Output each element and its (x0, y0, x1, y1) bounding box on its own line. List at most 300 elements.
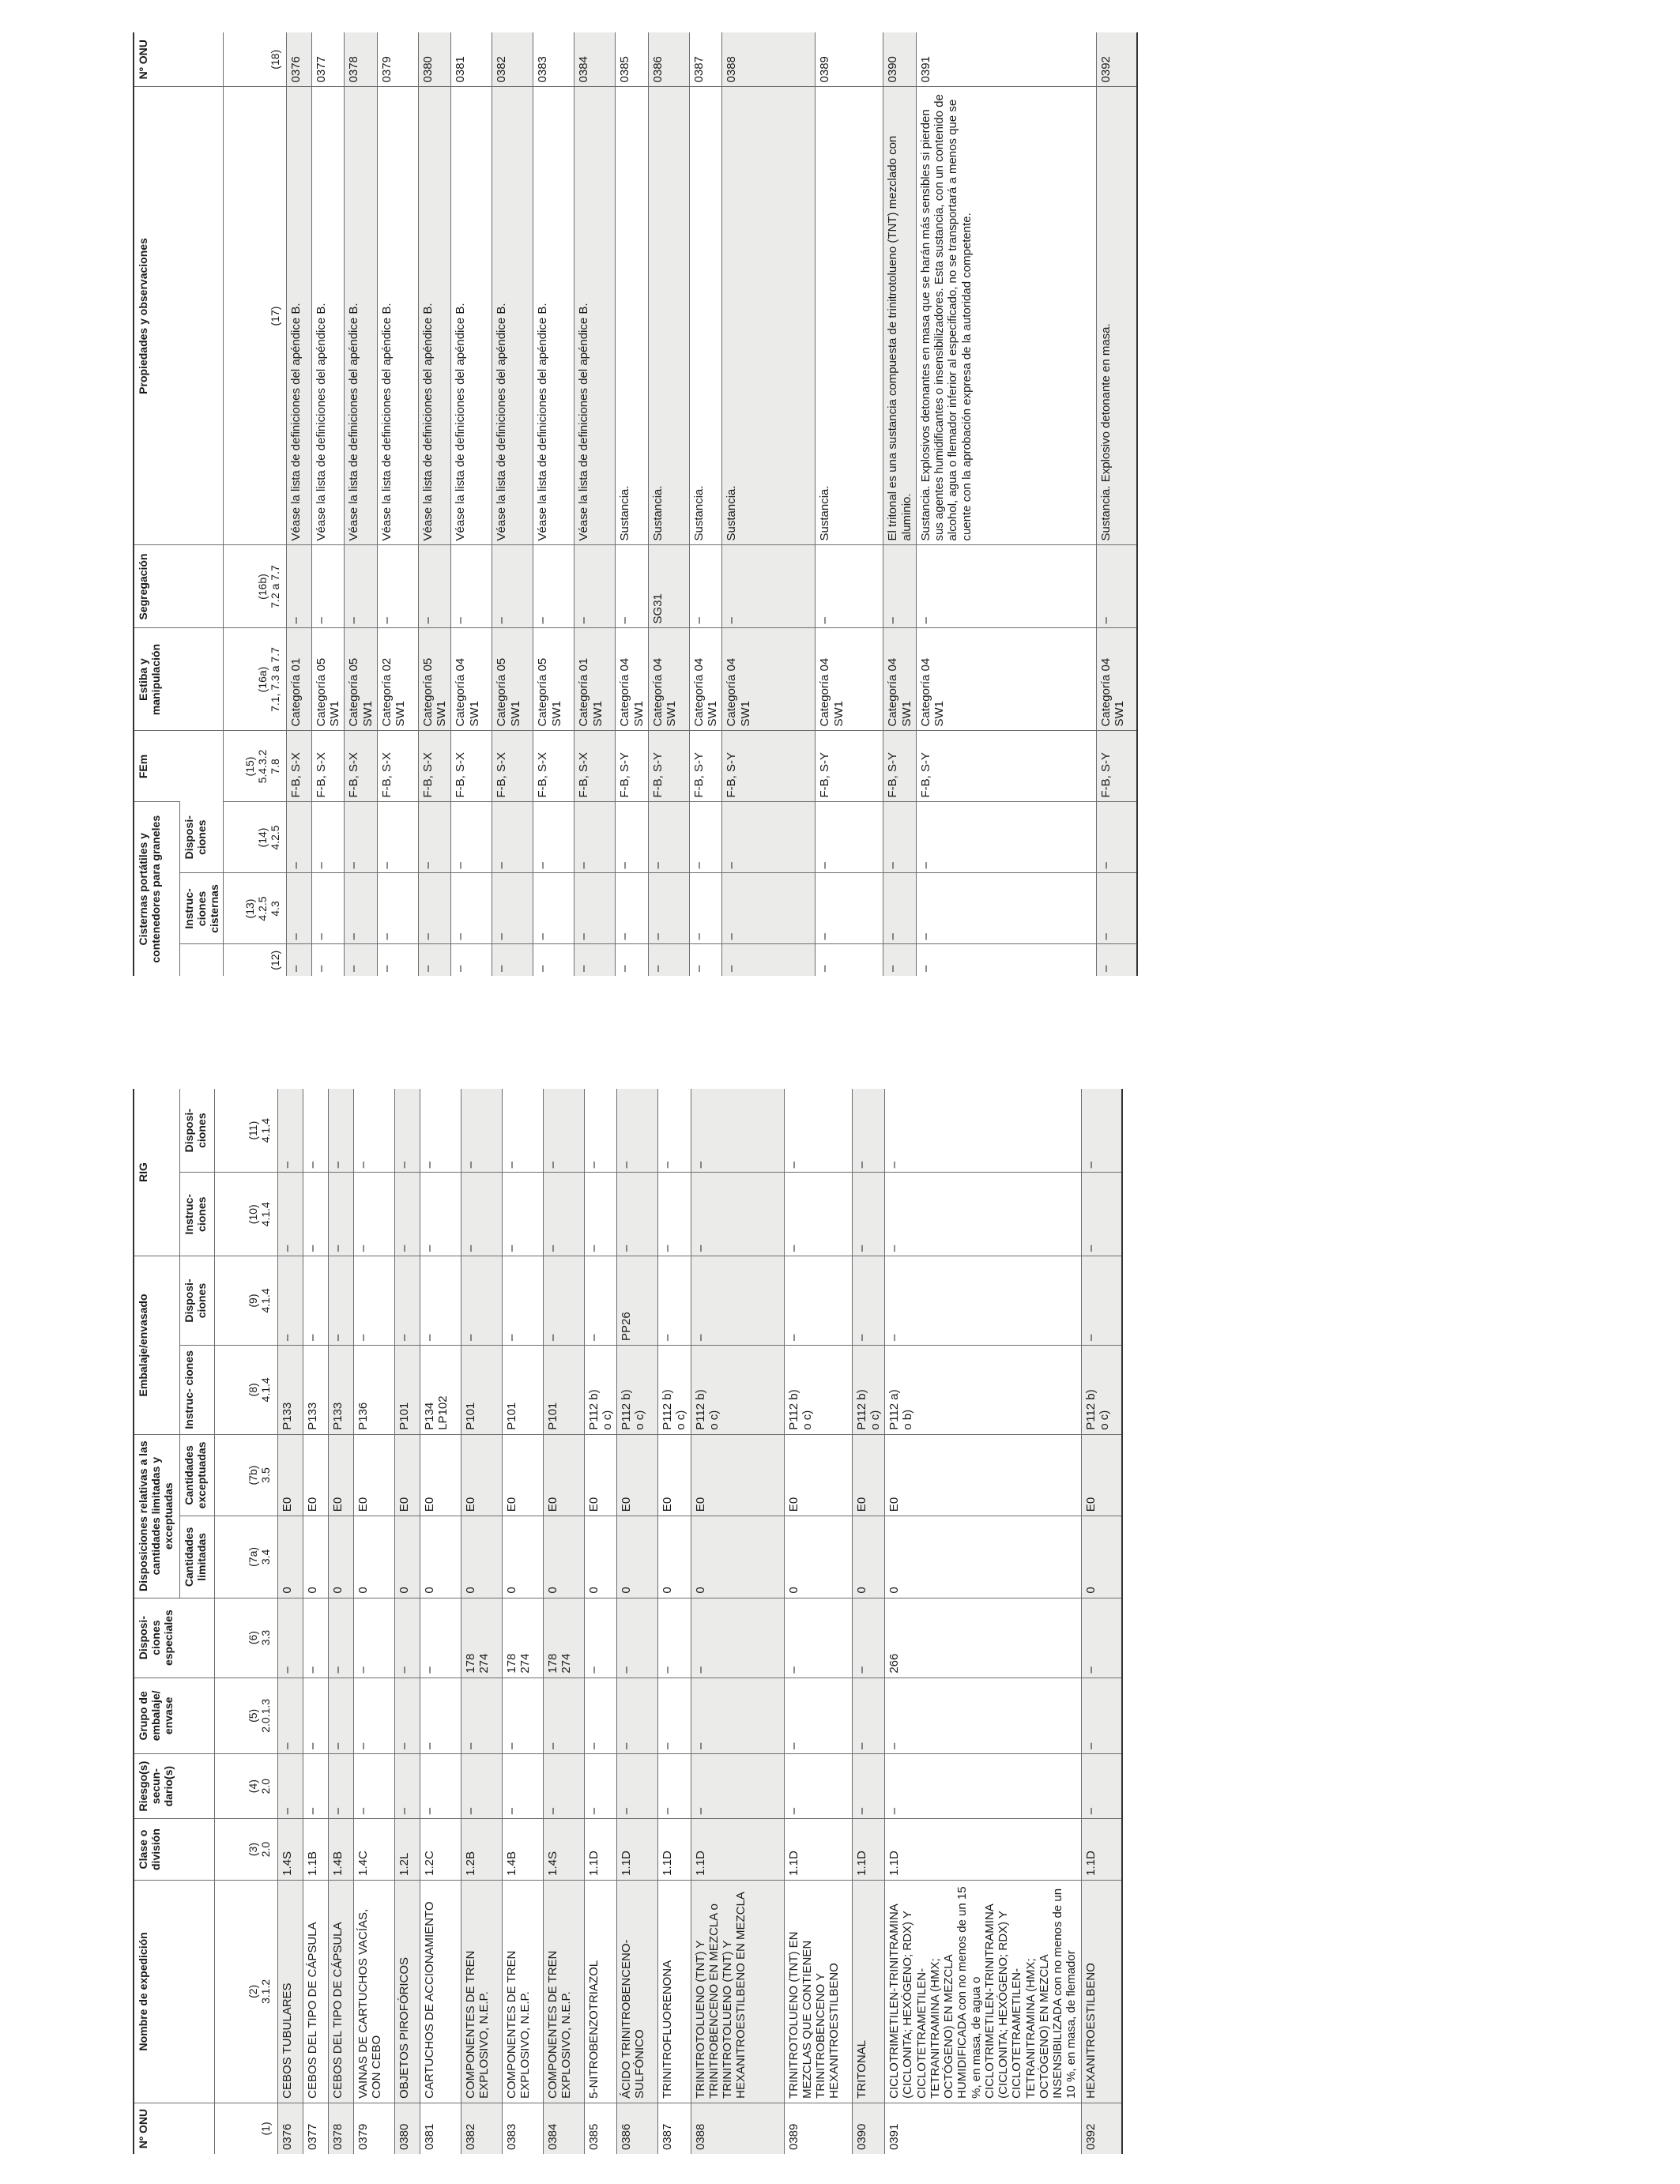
cell-limited-quantity: 0 (328, 1516, 353, 1598)
cell-stowage: Categoría 04 SW1 (1096, 628, 1137, 731)
cell-class: 1.2C (420, 1819, 461, 1881)
cell-tank-instruction: – (574, 873, 616, 944)
cell-packing-instruction: P134 LP102 (420, 1345, 461, 1434)
cell-packing-group: – (461, 1678, 502, 1753)
cell-class: 1.2B (461, 1819, 502, 1881)
cell-ems: F-B, S-Y (648, 731, 689, 802)
cell-un-number: 0381 (451, 32, 492, 87)
cell-tank-instruction: – (916, 873, 1096, 944)
cell-ems: F-B, S-X (533, 731, 574, 802)
cell-tank-instruction: – (533, 873, 574, 944)
cell-special-provisions: – (353, 1598, 394, 1678)
cell-segregation: – (616, 545, 649, 628)
cell-shipping-name: COMPONENTES DE TREN EXPLOSIVO, N.E.P. (543, 1880, 584, 2103)
cell-special-provisions: 178 274 (502, 1598, 543, 1678)
cell-class: 1.1D (617, 1819, 658, 1881)
dangerous-goods-table-right (133, 32, 1138, 976)
cell-packing-instruction: P112 b) o c) (584, 1345, 617, 1434)
cell-subsidiary-risk: – (394, 1754, 420, 1819)
cell-properties: El tritonal es una sustancia compuesta de trinitrotolueno (TNT) mezclado con aluminio. (883, 87, 917, 545)
cell-ibc-instruction: – (852, 1173, 885, 1256)
table-row (286, 32, 311, 976)
cell-ibc-instruction: – (784, 1173, 852, 1256)
cell-ibc-provision: – (691, 1089, 784, 1173)
cell-class: 1.4C (353, 1819, 394, 1881)
colnum-17: (17) (223, 87, 286, 545)
cell-packing-instruction: P133 (303, 1345, 328, 1434)
cell-packing-group: – (852, 1678, 885, 1753)
cell-excepted-quantity: E0 (502, 1434, 543, 1516)
cell-un-number: 0378 (328, 2103, 353, 2154)
header-pack-prov: Disposi- ciones (179, 1256, 214, 1346)
cell-packing-provision: – (420, 1256, 461, 1346)
cell-un-number: 0387 (658, 2103, 691, 2154)
table-row (784, 1089, 852, 2154)
cell-tank-provision: – (533, 802, 574, 873)
cell-packing-instruction: P112 b) o c) (1081, 1345, 1122, 1434)
cell-excepted-quantity: E0 (394, 1434, 420, 1516)
cell-limited-quantity: 0 (658, 1516, 691, 1598)
header-packing-group: Grupo de embalaje/ envase (134, 1678, 214, 1753)
cell-limited-quantity: 0 (691, 1516, 784, 1598)
cell-stowage: Categoría 04 SW1 (451, 628, 492, 731)
cell-packing-group: – (502, 1678, 543, 1753)
cell-excepted-quantity: E0 (277, 1434, 303, 1516)
cell-packing-provision: – (658, 1256, 691, 1346)
cell-properties: Véase la lista de definiciones del apéndice B. (311, 87, 345, 545)
cell-ems: F-B, S-X (286, 731, 311, 802)
cell-tank-provision: – (1096, 802, 1137, 873)
cell-subsidiary-risk: – (543, 1754, 584, 1819)
cell-un-number: 0377 (311, 32, 345, 87)
header-limited-excepted: Disposiciones relativas a las cantidades limitadas y exceptuadas (134, 1434, 179, 1598)
header-tank-instr: Instruc- ciones cisternas (179, 873, 223, 944)
cell-properties: Véase la lista de definiciones del apéndice B. (377, 87, 418, 545)
cell-un-number: 0389 (784, 2103, 852, 2154)
cell-properties: Sustancia. Explosivos detonantes en masa que se harán más sensibles si pierden sus agentes humidificantes o insensibilizadores. Esta sustancia, con un contenido de alcohol, agua o flemador inferior al especificado, no se transportará a menos que se cuente con la aprobación expresa de la autoridad competente. (916, 87, 1096, 545)
right-table-body (286, 32, 1137, 976)
cell-ibc-instruction: – (461, 1173, 502, 1256)
cell-ibc-instruction: – (420, 1173, 461, 1256)
colnum-14: (14) 4.2.5 (223, 802, 286, 873)
cell-ibc-instruction: – (885, 1173, 1082, 1256)
cell-excepted-quantity: E0 (328, 1434, 353, 1516)
cell-ems: F-B, S-X (492, 731, 533, 802)
cell-packing-provision: – (303, 1256, 328, 1346)
cell-packing-provision: – (353, 1256, 394, 1346)
cell-col12: – (451, 944, 492, 976)
cell-excepted-quantity: E0 (617, 1434, 658, 1516)
cell-ibc-provision: – (277, 1089, 303, 1173)
cell-packing-provision: – (784, 1256, 852, 1346)
cell-ibc-instruction: – (584, 1173, 617, 1256)
header-un-number: Nº ONU (134, 2103, 214, 2154)
cell-special-provisions: – (584, 1598, 617, 1678)
cell-subsidiary-risk: – (353, 1754, 394, 1819)
cell-un-number: 0385 (616, 32, 649, 87)
cell-packing-instruction: P136 (353, 1345, 394, 1434)
cell-tank-instruction: – (451, 873, 492, 944)
table-row (345, 32, 378, 976)
table-row (311, 32, 345, 976)
cell-limited-quantity: 0 (885, 1516, 1082, 1598)
cell-properties: Véase la lista de definiciones del apéndice B. (345, 87, 378, 545)
cell-packing-instruction: P112 b) o c) (658, 1345, 691, 1434)
cell-excepted-quantity: E0 (303, 1434, 328, 1516)
cell-subsidiary-risk: – (502, 1754, 543, 1819)
cell-un-number: 0378 (345, 32, 378, 87)
cell-ibc-instruction: – (617, 1173, 658, 1256)
cell-ibc-instruction: – (502, 1173, 543, 1256)
cell-col12: – (345, 944, 378, 976)
cell-packing-provision: – (394, 1256, 420, 1346)
cell-un-number: 0380 (418, 32, 451, 87)
table-row (689, 32, 722, 976)
cell-col12: – (648, 944, 689, 976)
cell-un-number: 0387 (689, 32, 722, 87)
cell-shipping-name: HEXANITROESTILBENO (1081, 1880, 1122, 2103)
left-table-body (277, 1089, 1122, 2154)
cell-segregation: – (883, 545, 917, 628)
cell-stowage: Categoría 05 SW1 (492, 628, 533, 731)
cell-tank-provision: – (616, 802, 649, 873)
table-row (328, 1089, 353, 2154)
cell-un-number: 0381 (420, 2103, 461, 2154)
cell-packing-instruction: P112 a) o b) (885, 1345, 1082, 1434)
cell-subsidiary-risk: – (328, 1754, 353, 1819)
cell-packing-instruction: P101 (543, 1345, 584, 1434)
cell-segregation: – (916, 545, 1096, 628)
cell-excepted-quantity: E0 (420, 1434, 461, 1516)
header-col12-empty (179, 944, 223, 976)
cell-class: 1.1D (1081, 1819, 1122, 1881)
cell-packing-instruction: P112 b) o c) (784, 1345, 852, 1434)
cell-packing-group: – (584, 1678, 617, 1753)
cell-col12: – (616, 944, 649, 976)
cell-tank-provision: – (492, 802, 533, 873)
cell-tank-provision: – (816, 802, 883, 873)
table-row (1081, 1089, 1122, 2154)
cell-class: 1.1D (852, 1819, 885, 1881)
cell-un-number: 0390 (883, 32, 917, 87)
cell-tank-instruction: – (418, 873, 451, 944)
cell-segregation: – (492, 545, 533, 628)
cell-limited-quantity: 0 (461, 1516, 502, 1598)
cell-class: 1.1D (584, 1819, 617, 1881)
cell-shipping-name: CARTUCHOS DE ACCIONAMIENTO (420, 1880, 461, 2103)
cell-stowage: Categoría 02 SW1 (377, 628, 418, 731)
cell-col12: – (533, 944, 574, 976)
cell-tank-instruction: – (816, 873, 883, 944)
cell-stowage: Categoría 04 SW1 (616, 628, 649, 731)
cell-properties: Sustancia. Explosivo detonante en masa. (1096, 87, 1137, 545)
cell-ems: F-B, S-X (377, 731, 418, 802)
cell-ibc-instruction: – (394, 1173, 420, 1256)
cell-subsidiary-risk: – (277, 1754, 303, 1819)
cell-subsidiary-risk: – (303, 1754, 328, 1819)
cell-ems: F-B, S-Y (616, 731, 649, 802)
cell-limited-quantity: 0 (584, 1516, 617, 1598)
cell-excepted-quantity: E0 (1081, 1434, 1122, 1516)
table-row (722, 32, 816, 976)
cell-excepted-quantity: E0 (543, 1434, 584, 1516)
cell-properties: Véase la lista de definiciones del apéndice B. (492, 87, 533, 545)
cell-limited-quantity: 0 (784, 1516, 852, 1598)
cell-limited-quantity: 0 (394, 1516, 420, 1598)
cell-ems: F-B, S-Y (916, 731, 1096, 802)
cell-un-number: 0379 (377, 32, 418, 87)
cell-stowage: Categoría 04 SW1 (648, 628, 689, 731)
cell-properties: Véase la lista de definiciones del apéndice B. (574, 87, 616, 545)
colnum-2: (2) 3.1.2 (214, 1880, 277, 2103)
cell-properties: Véase la lista de definiciones del apéndice B. (533, 87, 574, 545)
table-row (616, 32, 649, 976)
cell-packing-provision: – (852, 1256, 885, 1346)
cell-un-number: 0388 (691, 2103, 784, 2154)
cell-packing-group: – (394, 1678, 420, 1753)
table-row (584, 1089, 617, 2154)
cell-stowage: Categoría 04 SW1 (816, 628, 883, 731)
cell-packing-instruction: P112 b) o c) (852, 1345, 885, 1434)
cell-packing-instruction: P133 (277, 1345, 303, 1434)
cell-excepted-quantity: E0 (353, 1434, 394, 1516)
header-excepted: Cantidades exceptuadas (179, 1434, 214, 1516)
cell-limited-quantity: 0 (1081, 1516, 1122, 1598)
header-limited: Cantidades limitadas (179, 1516, 214, 1598)
cell-col12: – (418, 944, 451, 976)
cell-un-number: 0386 (648, 32, 689, 87)
cell-ibc-instruction: – (303, 1173, 328, 1256)
colnum-7b: (7b) 3.5 (214, 1434, 277, 1516)
cell-subsidiary-risk: – (852, 1754, 885, 1819)
cell-packing-provision: – (502, 1256, 543, 1346)
cell-class: 1.1D (691, 1819, 784, 1881)
colnum-16b: (16b) 7.2 a 7.7 (223, 545, 286, 628)
cell-properties: Sustancia. (816, 87, 883, 545)
cell-excepted-quantity: E0 (584, 1434, 617, 1516)
cell-packing-provision: – (885, 1256, 1082, 1346)
cell-shipping-name: TRINITROTOLUENO (TNT) Y TRINITROBENCENO EN MEZCLA o TRINITROTOLUENO (TNT) Y HEXANITROESTILBENO EN MEZCLA (691, 1880, 784, 2103)
cell-excepted-quantity: E0 (658, 1434, 691, 1516)
cell-tank-provision: – (722, 802, 816, 873)
table-row (420, 1089, 461, 2154)
cell-un-number: 0376 (277, 2103, 303, 2154)
cell-un-number: 0382 (461, 2103, 502, 2154)
cell-un-number: 0379 (353, 2103, 394, 2154)
cell-col12: – (377, 944, 418, 976)
cell-excepted-quantity: E0 (784, 1434, 852, 1516)
header-special-provisions: Disposi- ciones especiales (134, 1598, 214, 1678)
cell-shipping-name: OBJETOS PIROFÓRICOS (394, 1880, 420, 2103)
cell-packing-provision: – (461, 1256, 502, 1346)
table-row (658, 1089, 691, 2154)
cell-limited-quantity: 0 (543, 1516, 584, 1598)
cell-un-number: 0390 (852, 2103, 885, 2154)
cell-tank-provision: – (418, 802, 451, 873)
cell-shipping-name: TRITONAL (852, 1880, 885, 2103)
header-ibc-prov: Disposi- ciones (179, 1089, 214, 1173)
cell-col12: – (311, 944, 345, 976)
cell-tank-provision: – (311, 802, 345, 873)
cell-packing-group: – (303, 1678, 328, 1753)
cell-shipping-name: CEBOS DEL TIPO DE CÁPSULA (328, 1880, 353, 2103)
header-shipping-name: Nombre de expedición (134, 1880, 214, 2103)
cell-packing-provision: PP26 (617, 1256, 658, 1346)
cell-shipping-name: CEBOS DEL TIPO DE CÁPSULA (303, 1880, 328, 2103)
cell-un-number: 0388 (722, 32, 816, 87)
table-row (451, 32, 492, 976)
cell-tank-provision: – (286, 802, 311, 873)
cell-packing-group: – (328, 1678, 353, 1753)
cell-limited-quantity: 0 (277, 1516, 303, 1598)
cell-ems: F-B, S-X (345, 731, 378, 802)
cell-ibc-provision: – (784, 1089, 852, 1173)
cell-special-provisions: – (420, 1598, 461, 1678)
cell-shipping-name: ÁCIDO TRINITROBENCENO-SULFÓNICO (617, 1880, 658, 2103)
table-row (852, 1089, 885, 2154)
cell-properties: Véase la lista de definiciones del apéndice B. (286, 87, 311, 545)
cell-col12: – (574, 944, 616, 976)
cell-ibc-provision: – (328, 1089, 353, 1173)
cell-packing-provision: – (691, 1256, 784, 1346)
dangerous-goods-table-left (133, 1089, 1123, 2154)
cell-packing-provision: – (1081, 1256, 1122, 1346)
table-row (461, 1089, 502, 2154)
cell-stowage: Categoría 05 SW1 (345, 628, 378, 731)
table-row (492, 32, 533, 976)
cell-shipping-name: TRINITROTOLUENO (TNT) EN MEZCLAS QUE CONTIENEN TRINITROBENCENO Y HEXANITROESTILBENO (784, 1880, 852, 2103)
cell-col12: – (816, 944, 883, 976)
cell-stowage: Categoría 04 SW1 (916, 628, 1096, 731)
header-segregation: Segregación (134, 545, 223, 628)
cell-class: 1.4S (277, 1819, 303, 1881)
cell-packing-group: – (543, 1678, 584, 1753)
cell-tank-instruction: – (492, 873, 533, 944)
cell-special-provisions: – (617, 1598, 658, 1678)
cell-limited-quantity: 0 (353, 1516, 394, 1598)
cell-un-number: 0391 (916, 32, 1096, 87)
cell-ibc-provision: – (658, 1089, 691, 1173)
colnum-8: (8) 4.1.4 (214, 1345, 277, 1434)
colnum-18: (18) (223, 32, 286, 87)
table-row (418, 32, 451, 976)
cell-shipping-name: CEBOS TUBULARES (277, 1880, 303, 2103)
cell-segregation: – (418, 545, 451, 628)
cell-ems: F-B, S-X (311, 731, 345, 802)
cell-ibc-provision: – (394, 1089, 420, 1173)
cell-un-number: 0382 (492, 32, 533, 87)
table-row (1096, 32, 1137, 976)
colnum-5: (5) 2.0.1.3 (214, 1678, 277, 1753)
cell-class: 1.1B (303, 1819, 328, 1881)
cell-ibc-instruction: – (353, 1173, 394, 1256)
cell-shipping-name: TRINITROFLUORENONA (658, 1880, 691, 2103)
cell-special-provisions: – (658, 1598, 691, 1678)
cell-special-provisions: – (277, 1598, 303, 1678)
cell-shipping-name: VAINAS DE CARTUCHOS VACÍAS, CON CEBO (353, 1880, 394, 2103)
cell-class: 1.4B (328, 1819, 353, 1881)
cell-limited-quantity: 0 (420, 1516, 461, 1598)
cell-shipping-name: COMPONENTES DE TREN EXPLOSIVO, N.E.P. (502, 1880, 543, 2103)
cell-limited-quantity: 0 (852, 1516, 885, 1598)
cell-ibc-instruction: – (328, 1173, 353, 1256)
cell-un-number: 0392 (1081, 2103, 1122, 2154)
cell-un-number: 0376 (286, 32, 311, 87)
cell-ibc-provision: – (502, 1089, 543, 1173)
header-pack-instr: Instruc- ciones (179, 1345, 214, 1434)
cell-tank-provision: – (377, 802, 418, 873)
cell-properties: Sustancia. (648, 87, 689, 545)
cell-limited-quantity: 0 (502, 1516, 543, 1598)
cell-ibc-provision: – (1081, 1089, 1122, 1173)
cell-un-number: 0380 (394, 2103, 420, 2154)
cell-special-provisions: – (691, 1598, 784, 1678)
table-row (502, 1089, 543, 2154)
colnum-4: (4) 2.0 (214, 1754, 277, 1819)
cell-subsidiary-risk: – (584, 1754, 617, 1819)
cell-packing-group: – (658, 1678, 691, 1753)
cell-tank-instruction: – (377, 873, 418, 944)
cell-special-provisions: – (784, 1598, 852, 1678)
header-properties: Propiedades y observaciones (134, 87, 223, 545)
cell-packing-group: – (617, 1678, 658, 1753)
cell-special-provisions: – (328, 1598, 353, 1678)
cell-tank-instruction: – (345, 873, 378, 944)
cell-subsidiary-risk: – (420, 1754, 461, 1819)
colnum-10: (10) 4.1.4 (214, 1173, 277, 1256)
cell-special-provisions: 178 274 (461, 1598, 502, 1678)
header-subsidiary-risk: Riesgo(s) secun- dario(s) (134, 1754, 214, 1819)
cell-segregation: – (286, 545, 311, 628)
colnum-3: (3) 2.0 (214, 1819, 277, 1881)
header-packaging: Embalaje/envasado (134, 1256, 179, 1435)
table-row (353, 1089, 394, 2154)
cell-excepted-quantity: E0 (885, 1434, 1082, 1516)
cell-tank-instruction: – (648, 873, 689, 944)
cell-packing-instruction: P112 b) o c) (691, 1345, 784, 1434)
cell-ems: F-B, S-Y (1096, 731, 1137, 802)
header-tank-prov: Disposi- ciones (179, 802, 223, 873)
colnum-15: (15) 5.4.3.2 7.8 (223, 731, 286, 802)
table-row (691, 1089, 784, 2154)
colnum-7a: (7a) 3.4 (214, 1516, 277, 1598)
cell-segregation: – (345, 545, 378, 628)
cell-tank-instruction: – (616, 873, 649, 944)
cell-un-number: 0383 (533, 32, 574, 87)
cell-tank-instruction: – (689, 873, 722, 944)
cell-packing-provision: – (543, 1256, 584, 1346)
cell-stowage: Categoría 05 SW1 (311, 628, 345, 731)
cell-ems: F-B, S-Y (883, 731, 917, 802)
cell-tank-instruction: – (722, 873, 816, 944)
cell-stowage: Categoría 04 SW1 (722, 628, 816, 731)
cell-ibc-provision: – (852, 1089, 885, 1173)
table-row (883, 32, 917, 976)
cell-segregation: – (722, 545, 816, 628)
cell-special-provisions: – (394, 1598, 420, 1678)
cell-ems: F-B, S-X (574, 731, 616, 802)
cell-properties: Sustancia. (689, 87, 722, 545)
cell-un-number: 0392 (1096, 32, 1137, 87)
cell-ibc-instruction: – (543, 1173, 584, 1256)
cell-tank-provision: – (345, 802, 378, 873)
cell-packing-group: – (420, 1678, 461, 1753)
cell-packing-instruction: P101 (394, 1345, 420, 1434)
table-row (574, 32, 616, 976)
header-un-number-right: Nº ONU (134, 32, 223, 87)
cell-tank-provision: – (574, 802, 616, 873)
cell-segregation: – (574, 545, 616, 628)
